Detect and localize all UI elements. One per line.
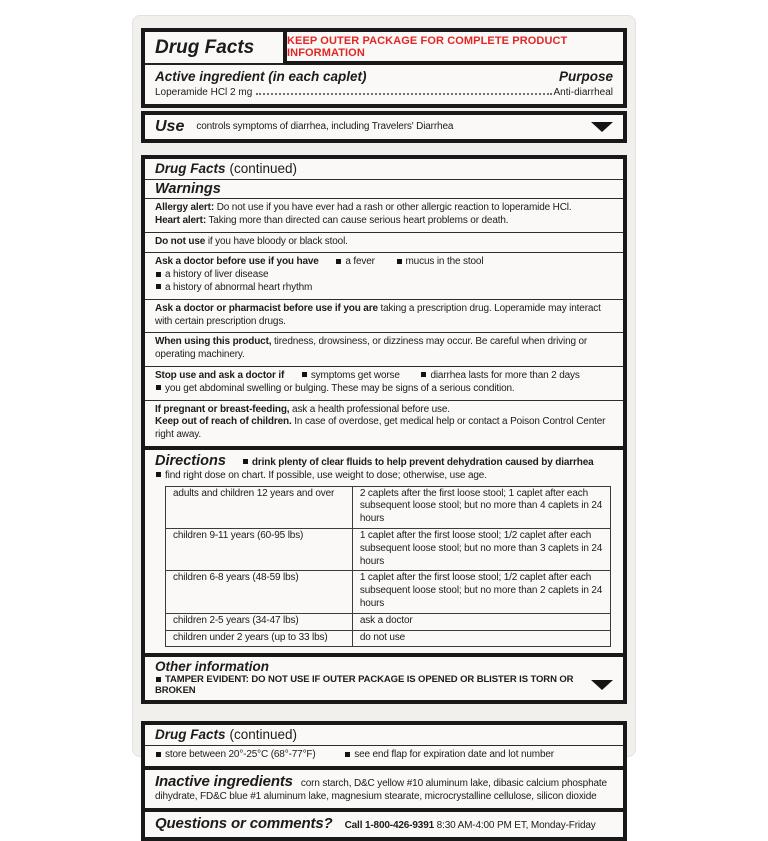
bullet-icon bbox=[156, 677, 161, 682]
bullet-icon bbox=[156, 752, 161, 757]
list-item: mucus in the stool bbox=[396, 256, 484, 267]
bullet-icon bbox=[156, 472, 161, 477]
keep-package-banner: KEEP OUTER PACKAGE FOR COMPLETE PRODUCT INFORMATION bbox=[287, 32, 623, 65]
directions-heading: Directions bbox=[155, 452, 226, 469]
purpose-value: Anti-diarrheal bbox=[553, 87, 613, 98]
table-row bbox=[166, 486, 611, 528]
list-item: a history of abnormal heart rhythm bbox=[155, 282, 613, 295]
panel-use bbox=[141, 111, 627, 143]
drug-facts-title: Drug Facts bbox=[155, 161, 226, 176]
inactive-ingredients-section bbox=[145, 766, 623, 808]
continued-label: (continued) bbox=[229, 727, 298, 743]
ask-pharmacist-text: taking a prescription drug. Loperamide may interact with certain prescription drugs. bbox=[155, 302, 601, 327]
panel-warnings-directions bbox=[141, 155, 627, 704]
use-heading: Use bbox=[155, 118, 185, 135]
hours-text: 8:30 AM-4:00 PM ET, Monday-Friday bbox=[436, 820, 596, 832]
stop-use-label: Stop use and ask a doctor if bbox=[155, 369, 285, 381]
table-row bbox=[166, 630, 611, 647]
age-cell: children 2-5 years (34-47 lbs) bbox=[166, 613, 353, 630]
list-item: diarrhea lasts for more than 2 days bbox=[420, 370, 579, 381]
list-item: a history of liver disease bbox=[155, 269, 268, 280]
warning-when-using bbox=[145, 333, 623, 367]
active-ingredient-section bbox=[145, 65, 623, 104]
list-item: you get abdominal swelling or bulging. These may be signs of a serious condition. bbox=[155, 383, 613, 396]
bullet-icon bbox=[397, 259, 402, 264]
expand-triangle-icon bbox=[591, 680, 613, 690]
drug-facts-header bbox=[145, 32, 623, 65]
dose-cell: ask a doctor bbox=[352, 613, 610, 630]
allergy-alert-text: Do not use if you have ever had a rash or other allergic reaction to loperamide HCl. bbox=[216, 202, 572, 213]
directions-section bbox=[145, 446, 623, 653]
ingredient-name: Loperamide HCl 2 mg bbox=[155, 87, 253, 98]
keep-out-of-reach-text: In case of overdose, get medical help or contact a Poison Control Center right away. bbox=[155, 416, 606, 441]
questions-heading: Questions or comments? bbox=[155, 815, 333, 833]
dotted-leader bbox=[256, 93, 551, 95]
panel-storage-inactive bbox=[141, 721, 627, 841]
other-information-section bbox=[145, 653, 623, 700]
inactive-ingredients-text: corn starch, D&C yellow #10 aluminum lake, dibasic calcium phosphate dihydrate, FD&C blue #1 aluminum lake, magnesium stearate, microcrystalline cellulose, silicon dioxide bbox=[155, 778, 607, 803]
ask-pharmacist-label: Ask a doctor or pharmacist before use if you are bbox=[155, 302, 378, 314]
active-ingredient-heading: Active ingredient (in each caplet) bbox=[155, 69, 367, 84]
heart-alert-label: Heart alert: bbox=[155, 214, 206, 226]
dose-cell: 2 caplets after the first loose stool; 1 caplet after each subsequent loose stool; but no more than 4 caplets in 24 hours bbox=[352, 486, 610, 528]
dose-cell: 1 caplet after the first loose stool; 1/2 caplet after each subsequent loose stool; but no more than 3 caplets in 24 hours bbox=[352, 528, 610, 570]
bullet-icon bbox=[156, 284, 161, 289]
dose-cell: do not use bbox=[352, 630, 610, 647]
bullet-icon bbox=[156, 272, 161, 277]
directions-bullet-1: drink plenty of clear fluids to help prevent dehydration caused by diarrhea bbox=[242, 457, 594, 470]
bullet-icon bbox=[345, 752, 350, 757]
panel3-title bbox=[145, 725, 623, 746]
phone-number: Call 1-800-426-9391 bbox=[344, 820, 435, 832]
do-not-use-label: Do not use bbox=[155, 235, 206, 247]
bullet-icon bbox=[421, 372, 426, 377]
bullet-icon bbox=[336, 259, 341, 264]
table-row bbox=[166, 613, 611, 630]
bullet-icon bbox=[156, 385, 161, 390]
dosing-table bbox=[165, 486, 611, 648]
warnings-heading: Warnings bbox=[145, 180, 623, 199]
age-cell: adults and children 12 years and over bbox=[166, 486, 353, 528]
expand-triangle-icon bbox=[591, 122, 613, 132]
bullet-icon bbox=[302, 372, 307, 377]
drug-facts-title: Drug Facts bbox=[145, 32, 287, 65]
keep-out-of-reach-label: Keep out of reach of children. bbox=[155, 416, 292, 428]
allergy-alert-label: Allergy alert: bbox=[155, 202, 215, 213]
use-text: controls symptoms of diarrhea, including Travelers' Diarrhea bbox=[196, 120, 454, 132]
dose-cell: 1 caplet after the first loose stool; 1/2 caplet after each subsequent loose stool; but no more than 2 caplets in 24 hours bbox=[352, 571, 610, 613]
inactive-ingredients-heading: Inactive ingredients bbox=[155, 773, 293, 791]
do-not-use-text: if you have bloody or black stool. bbox=[207, 235, 348, 247]
directions-bullet-2: find right dose on chart. If possible, use weight to dose; otherwise, use age. bbox=[155, 470, 613, 483]
storage-section bbox=[145, 746, 623, 766]
drug-facts-label bbox=[132, 15, 636, 833]
list-item: symptoms get worse bbox=[301, 370, 400, 381]
panel2-title bbox=[145, 159, 623, 180]
heart-alert-text: Taking more than directed can cause serious heart problems or death. bbox=[208, 214, 509, 226]
other-information-heading: Other information bbox=[155, 659, 269, 675]
panel-active-ingredient bbox=[141, 28, 627, 108]
when-using-text: tiredness, drowsiness, or dizziness may occur. Be careful when driving or operating machinery. bbox=[155, 336, 588, 361]
bullet-icon bbox=[243, 459, 248, 464]
tamper-evident-text: TAMPER EVIDENT: DO NOT USE IF OUTER PACKAGE IS OPENED OR BLISTER IS TORN OR BROKEN bbox=[155, 674, 574, 697]
table-row bbox=[166, 528, 611, 570]
questions-section bbox=[145, 808, 623, 837]
list-item: store between 20°-25°C (68°-77°F) bbox=[155, 749, 316, 760]
warning-do-not-use bbox=[145, 233, 623, 254]
pregnant-text: ask a health professional before use. bbox=[292, 403, 450, 415]
continued-label: (continued) bbox=[229, 161, 298, 176]
pregnant-label: If pregnant or breast-feeding, bbox=[155, 403, 290, 415]
age-cell: children 9-11 years (60-95 lbs) bbox=[166, 528, 353, 570]
ask-doctor-label: Ask a doctor before use if you have bbox=[155, 256, 319, 268]
warning-ask-pharmacist bbox=[145, 300, 623, 334]
drug-facts-title: Drug Facts bbox=[155, 727, 226, 743]
purpose-heading: Purpose bbox=[558, 69, 613, 84]
when-using-label: When using this product, bbox=[155, 336, 272, 348]
list-item: see end flap for expiration date and lot number bbox=[344, 749, 554, 760]
list-item: a fever bbox=[335, 256, 375, 267]
warning-ask-doctor bbox=[145, 253, 623, 299]
warning-stop-use bbox=[145, 367, 623, 401]
warning-alerts bbox=[145, 199, 623, 233]
warning-pregnant-children bbox=[145, 401, 623, 446]
table-row bbox=[166, 571, 611, 613]
age-cell: children 6-8 years (48-59 lbs) bbox=[166, 571, 353, 613]
age-cell: children under 2 years (up to 33 lbs) bbox=[166, 630, 353, 647]
